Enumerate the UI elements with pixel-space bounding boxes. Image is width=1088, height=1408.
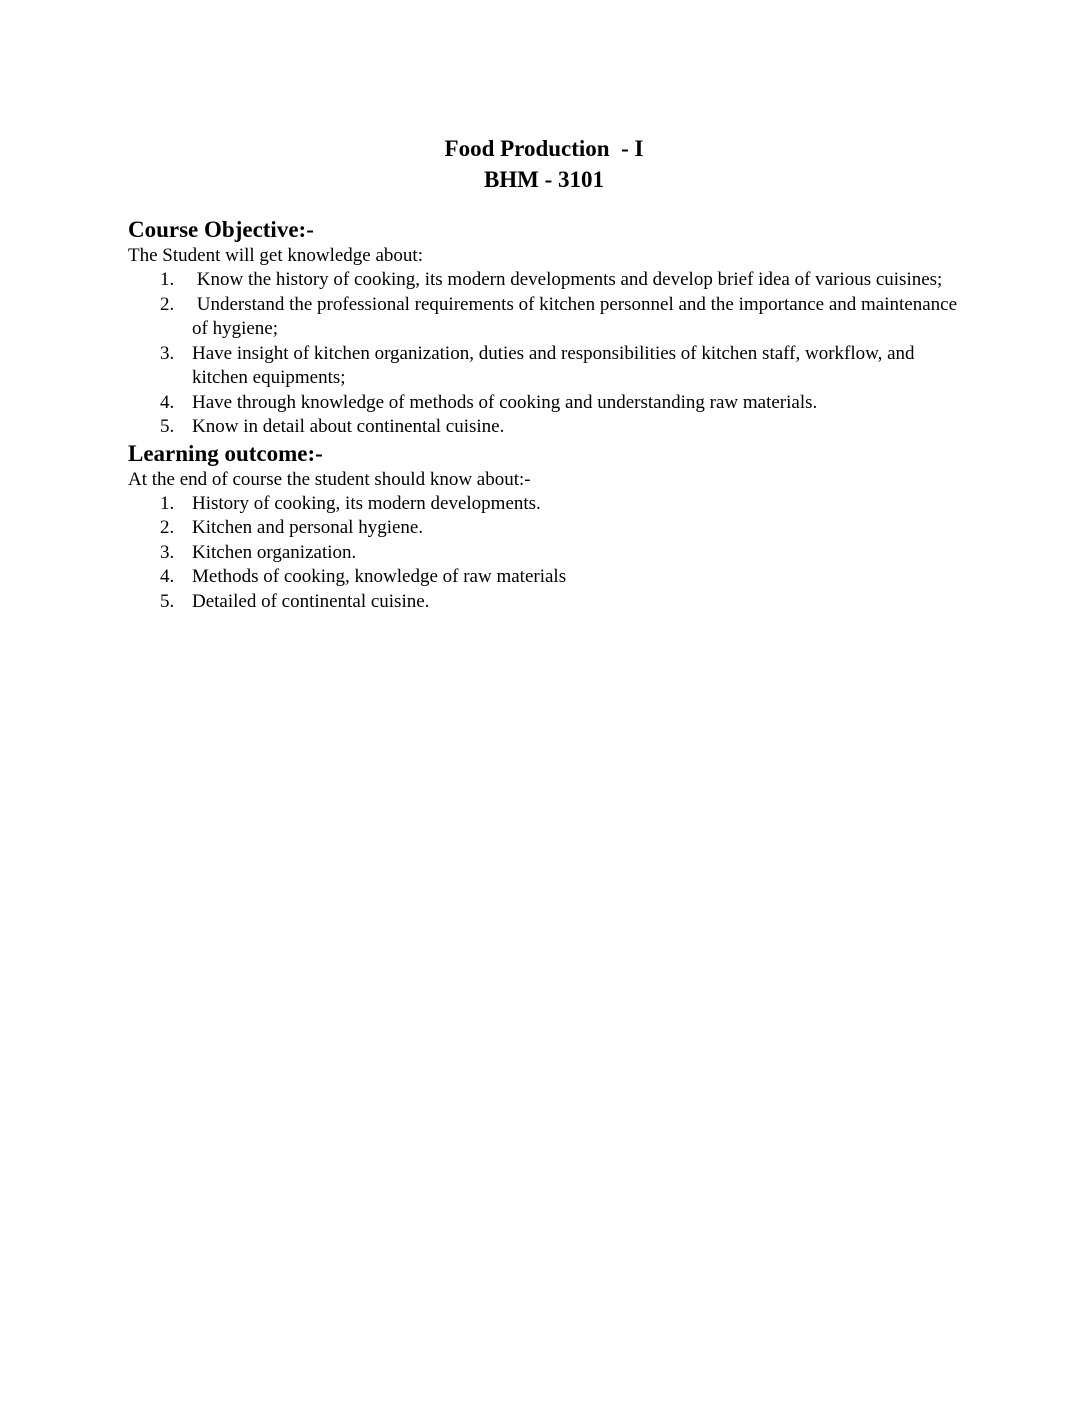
course-title: Food Production - I	[444, 136, 644, 161]
list-item-number: 1.	[160, 269, 175, 290]
course-code: BHM - 3101	[483, 167, 605, 192]
list-item-number: 1.	[160, 492, 175, 514]
title-block	[0, 133, 1088, 195]
list-item-text: Kitchen organization.	[192, 541, 357, 563]
list-item-number: 5.	[160, 416, 175, 437]
list-item	[128, 492, 968, 517]
list-item-number: 4.	[160, 566, 175, 587]
list-item-text: Kitchen and personal hygiene.	[192, 517, 424, 538]
list-item-number: 4.	[160, 391, 175, 413]
list-item	[128, 342, 968, 391]
list-item	[128, 590, 968, 615]
list-item-text: History of cooking, its modern developments.	[192, 492, 541, 514]
list-item	[128, 541, 968, 566]
document-content	[128, 216, 968, 614]
list-item-text: Have through knowledge of methods of cooking and understanding raw materials.	[192, 391, 818, 413]
list-item-number: 2.	[160, 293, 175, 315]
learning-outcome-intro: At the end of course the student should know about:-	[128, 468, 531, 490]
course-objective-intro: The Student will get knowledge about:	[128, 245, 423, 266]
list-item	[128, 415, 968, 440]
list-item-text: Understand the professional requirements of kitchen personnel and the importance and maintenance of hygiene;	[192, 293, 962, 339]
list-item-number: 5.	[160, 590, 175, 612]
list-item-text: Know the history of cooking, its modern developments and develop brief idea of various cuisines;	[192, 269, 943, 290]
course-objective-list	[128, 268, 968, 440]
list-item-number: 3.	[160, 541, 175, 563]
learning-outcome-heading: Learning outcome:-	[128, 440, 323, 466]
list-item-text: Detailed of continental cuisine.	[192, 590, 430, 612]
list-item	[128, 293, 968, 342]
list-item-text: Know in detail about continental cuisine.	[192, 416, 505, 437]
list-item-text: Have insight of kitchen organization, duties and responsibilities of kitchen staff, workflow, and kitchen equipments;	[192, 342, 915, 388]
list-item-number: 2.	[160, 517, 175, 538]
list-item-text: Methods of cooking, knowledge of raw materials	[192, 566, 567, 587]
list-item	[128, 268, 968, 293]
list-item	[128, 391, 968, 416]
list-item-number: 3.	[160, 342, 175, 364]
course-objective-heading: Course Objective:-	[128, 217, 314, 242]
list-item	[128, 516, 968, 541]
list-item	[128, 565, 968, 590]
learning-outcome-list	[128, 492, 968, 615]
